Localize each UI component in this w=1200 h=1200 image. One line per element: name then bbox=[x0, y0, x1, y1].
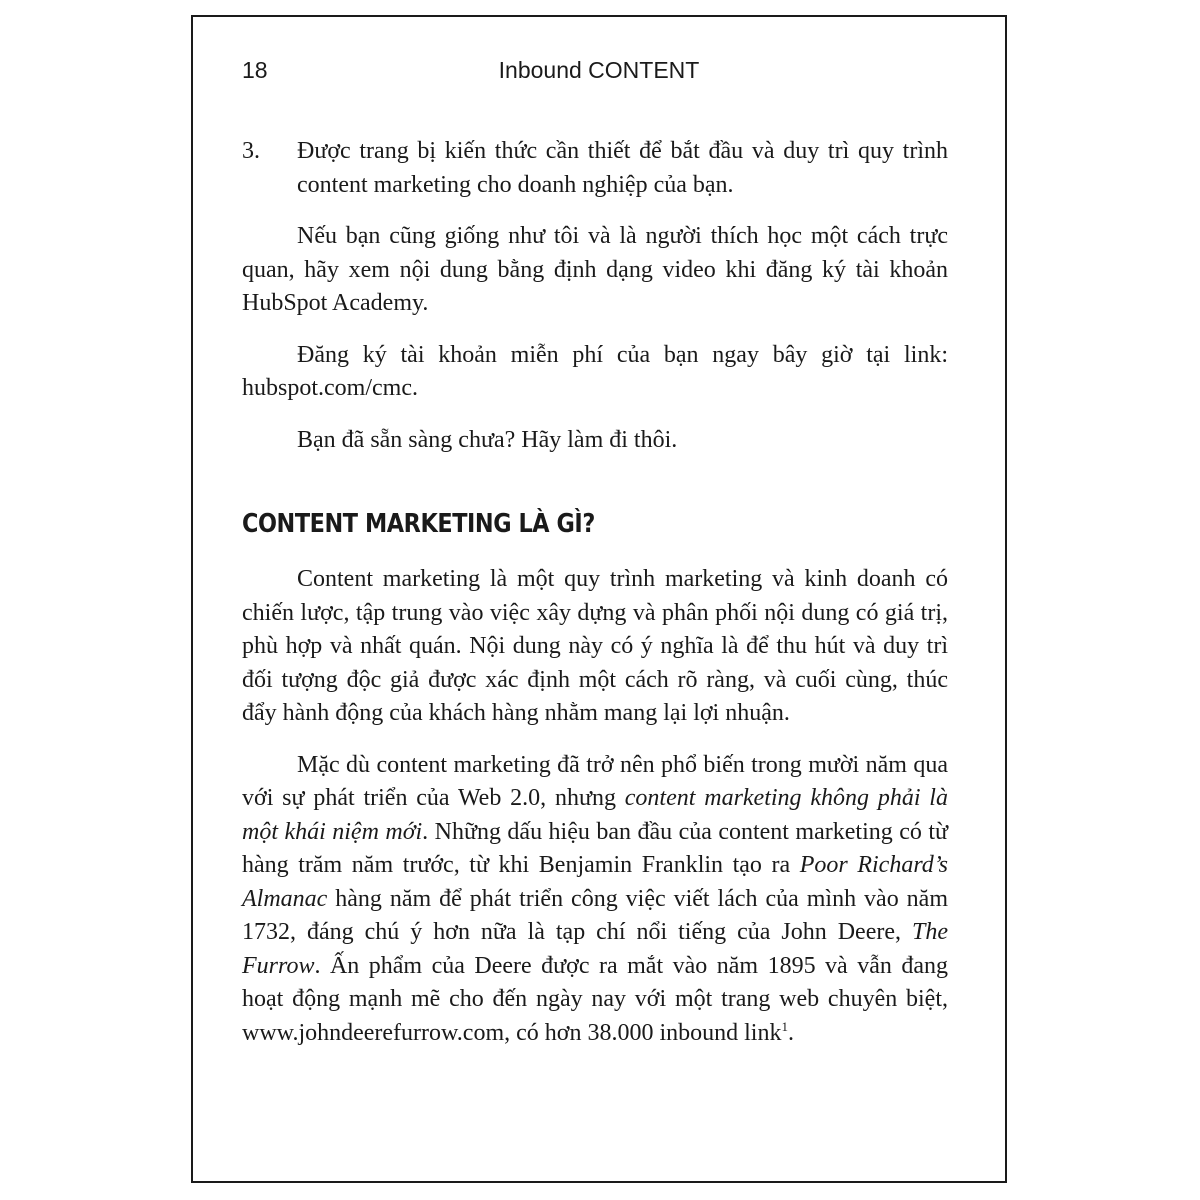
history-italic-concept: content marketing không phải là một khái niệm mới bbox=[242, 785, 948, 845]
history-text-a: Mặc dù content marketing đã trở nên phổ biến trong mười năm qua với sự phát triển của Web 2.0, nhưng bbox=[242, 751, 948, 811]
page-number: 18 bbox=[242, 57, 268, 83]
paragraph-definition: Content marketing là một quy trình marketing và kinh doanh có chiến lược, tập trung vào việc xây dựng và phân phối nội dung có giá trị, phù hợp và nhất quán. Nội dung này có ý nghĩa là để thu hút và duy trì đối tượng độc giả được xác định một cách rõ ràng, và cuối cùng, thúc đẩy hành động của khách hàng nhằm mang lại lợi nhuận. bbox=[242, 566, 948, 726]
history-italic-furrow: The Furrow bbox=[242, 919, 948, 979]
list-text: Được trang bị kiến thức cần thiết để bắt đầu và duy trì quy trình content marketing cho doanh nghiệp của bạn. bbox=[297, 138, 948, 198]
section-heading: CONTENT MARKETING LÀ GÌ? bbox=[242, 509, 595, 539]
paragraph-intro-video: Nếu bạn cũng giống như tôi và là người thích học một cách trực quan, hãy xem nội dung bằng định dạng video khi đăng ký tài khoản HubSpot Academy. bbox=[242, 223, 948, 316]
history-text-e: hàng năm để phát triển công việc viết lách của mình vào năm 1732, đáng chú ý hơn nữa là tạp chí nổi tiếng của John Deere, bbox=[242, 885, 948, 945]
page-body bbox=[242, 135, 948, 1068]
history-italic-almanac: Poor Richard’s Almanac bbox=[242, 852, 949, 912]
history-text-g: . Ấn phẩm của Deere được ra mắt vào năm 1895 và vẫn đang hoạt động mạnh mẽ cho đến ngày nay với một trang web chuyên biệt, www.johndeerefurrow.com, có hơn 38.000 inbound link bbox=[242, 952, 948, 1046]
paragraph-signup: Đăng ký tài khoản miễn phí của bạn ngay bây giờ tại link: hubspot.com/cmc. bbox=[242, 341, 948, 401]
footnote-marker: 1 bbox=[781, 1018, 788, 1034]
list-number: 3. bbox=[242, 138, 260, 164]
book-page bbox=[191, 15, 1007, 1183]
paragraph-ready: Bạn đã sẵn sàng chưa? Hãy làm đi thôi. bbox=[297, 426, 678, 453]
history-text-h: . bbox=[787, 1019, 794, 1046]
history-text-c: . Những dấu hiệu ban đầu của content marketing có từ hàng trăm năm trước, từ khi Benjamin Franklin tạo ra bbox=[242, 818, 948, 878]
paragraph-history bbox=[242, 749, 948, 1051]
running-head: Inbound CONTENT bbox=[498, 57, 700, 83]
list-item bbox=[242, 135, 948, 202]
